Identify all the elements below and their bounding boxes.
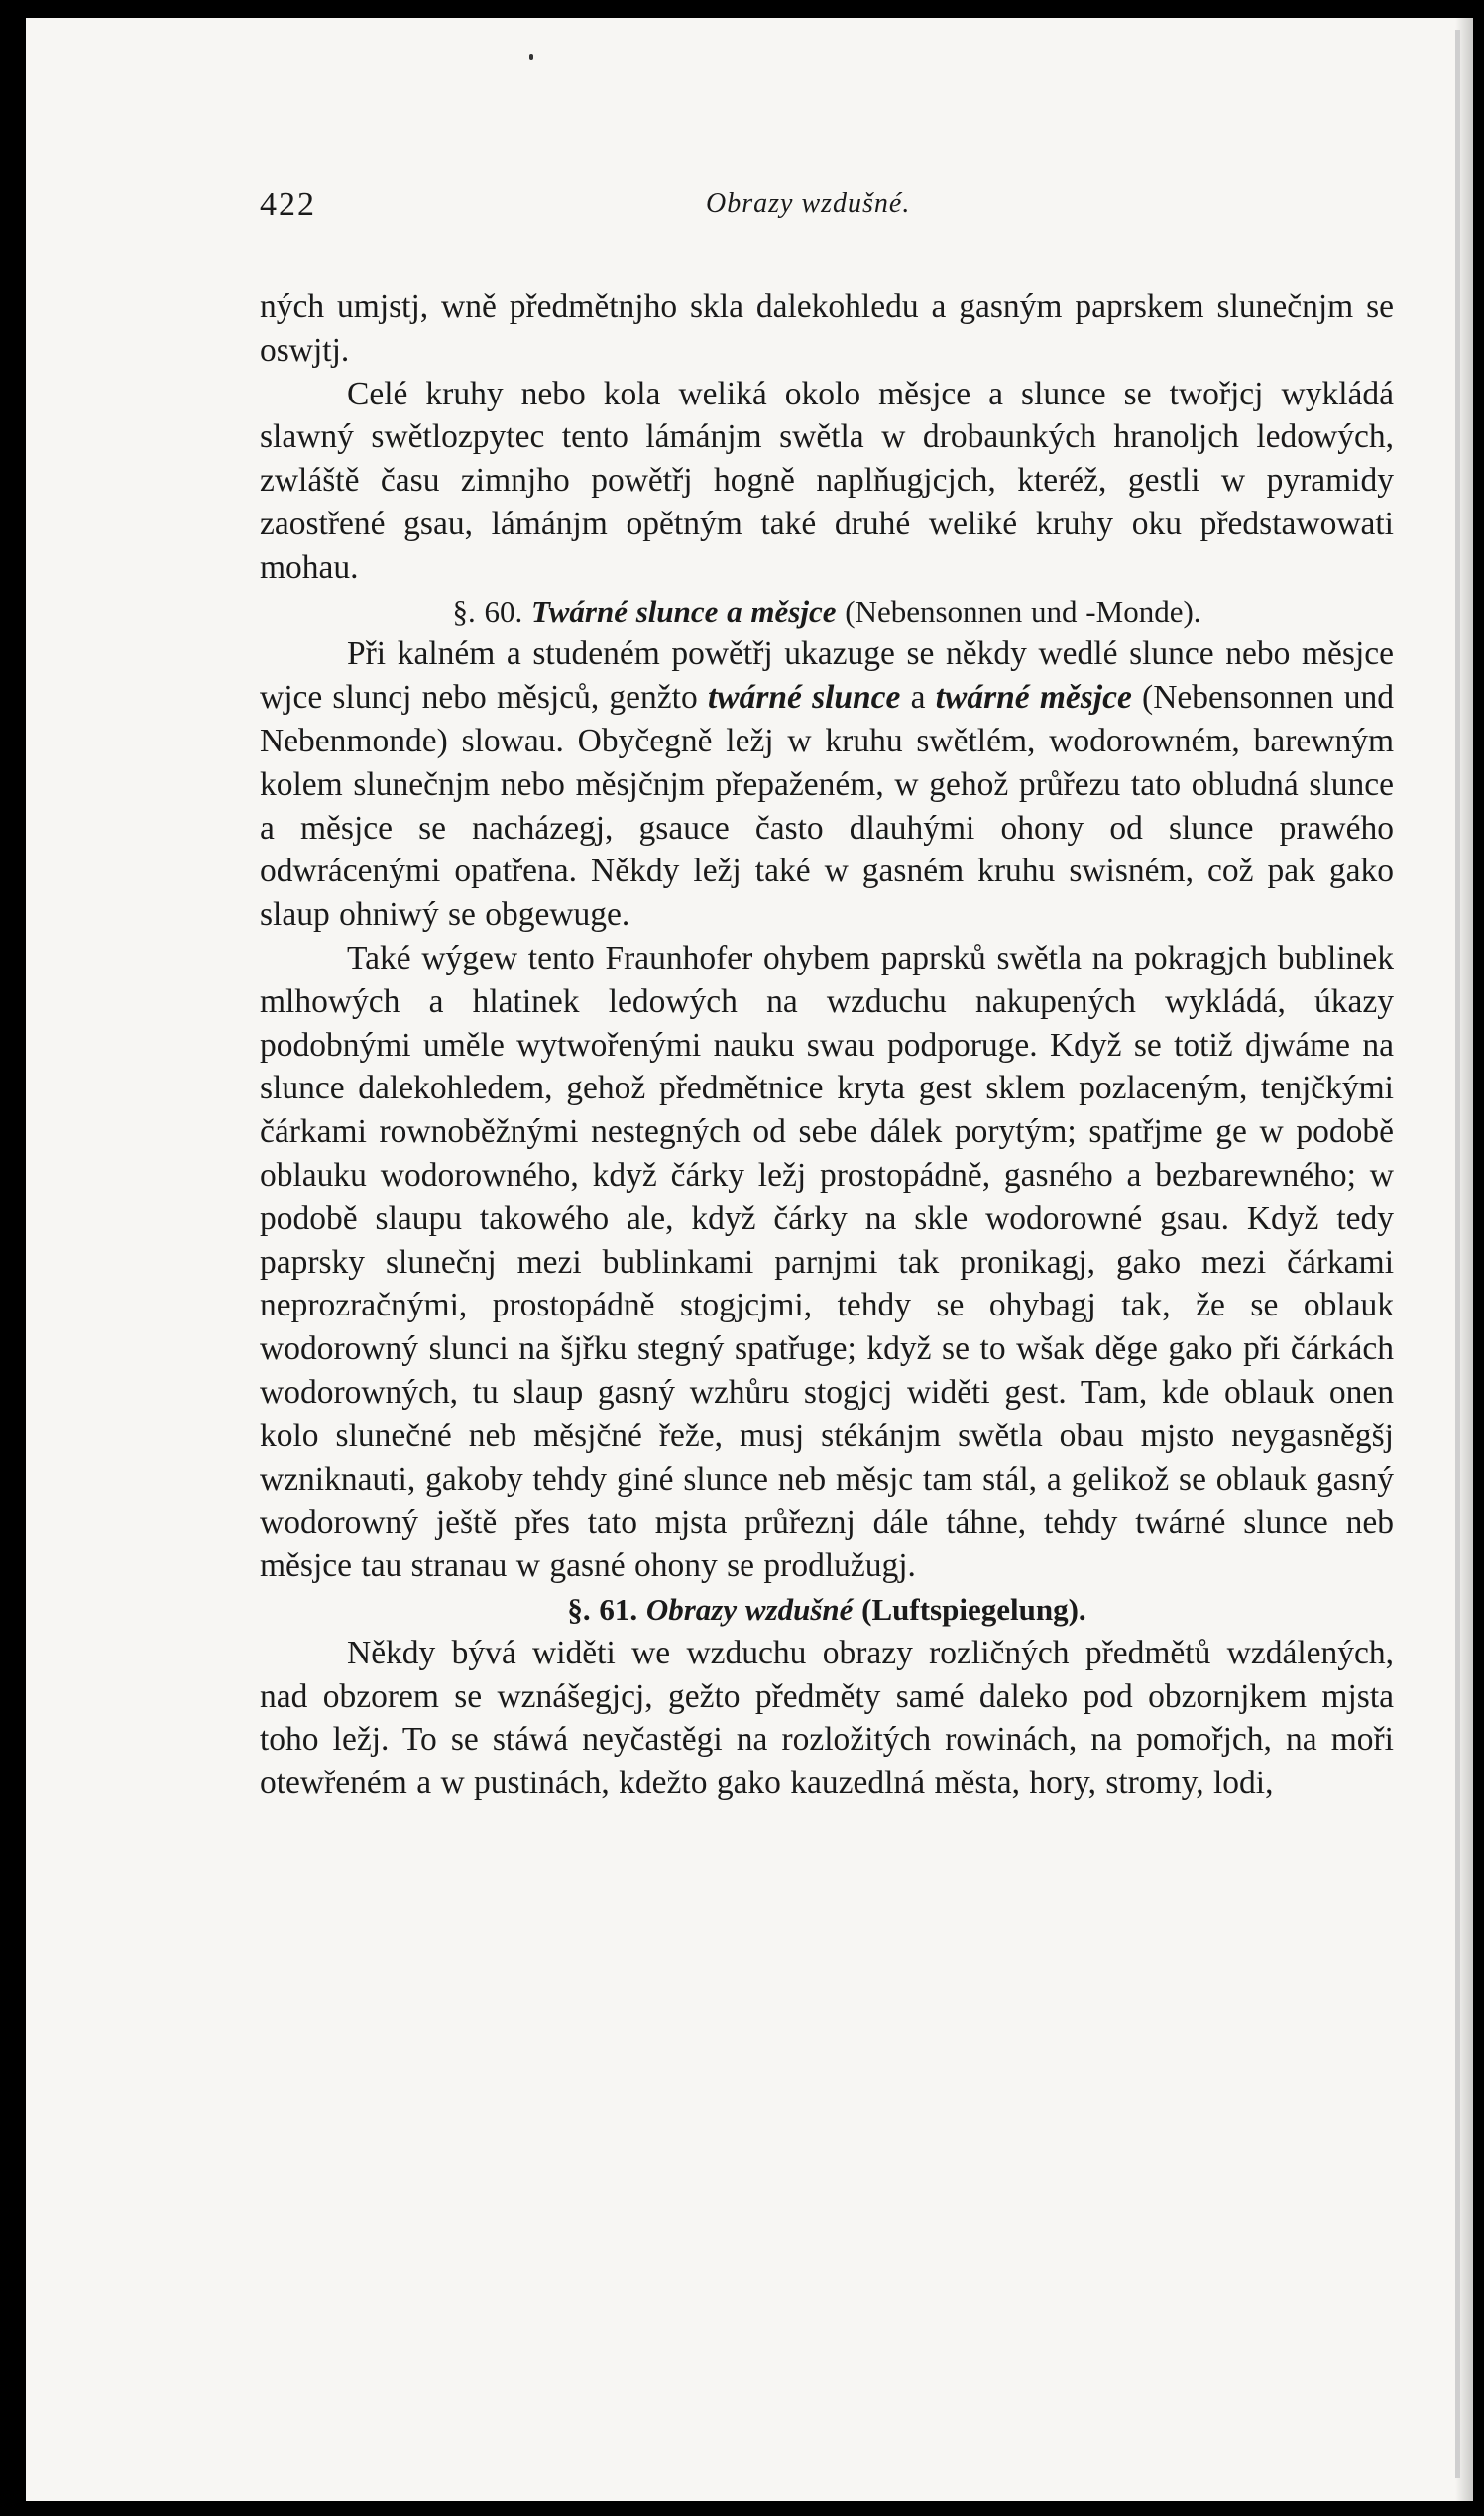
text-block	[260, 167, 1394, 1805]
section-german-60: (Nebensonnen und -Monde).	[845, 593, 1201, 629]
page-number: 422	[260, 186, 316, 223]
section-number-61: §. 61.	[567, 1591, 638, 1627]
text-run: (Nebensonnen und Nebenmonde) slowau. Obyčegně ležj w kruhu swětlém, wodorowném, barewným kolem slunečnjm nebo měsjčnjm přepaženém, w gehož průřezu tato obludná slunce a měsjce se nacházegj, gsauce často dlauhými ohony od slunce prawého odwrácenými opatřena. Někdy ležj také w gasném kruhu swisném, což pak gako slaup ohniwý se obgewuge.	[260, 679, 1394, 934]
book-page	[26, 18, 1473, 2501]
text-run: a	[900, 679, 936, 717]
emphasis-twarne-slunce: twárné slunce	[707, 679, 901, 717]
section-heading-61	[260, 1588, 1394, 1632]
page-edge-line	[1455, 30, 1460, 2478]
section-title-61: Obrazy wzdušné	[645, 1591, 854, 1627]
section-heading-60	[260, 590, 1394, 633]
text-run: Při kalném a studeném powětřj ukazuge se někdy wedlé slunce nebo měsjce wjce sluncj nebo měsjců, genžto	[260, 635, 1394, 717]
ink-speck	[529, 54, 533, 60]
section-german-61: (Luftspiegelung).	[861, 1591, 1086, 1627]
paragraph-fraunhofer: Také wýgew tento Fraunhofer ohybem paprsků swětla na pokragjch bublinek mlhowých a hlatinek ledowých na wzduchu nakupených wykládá, úkazy podobnými uměle wytwořenými nauku swau podporuge. Když se totiž djwáme na slunce dalekohledem, gehož předmětnice kryta gest sklem pozlaceným, tenjčkými čárkami rownoběžnými nestegných od sebe dálek porytým; spatřjme ge w podobě oblauku wodorowného, když čárky ležj prostopádně, gasného a bezbarewného; w podobě slaupu takowého ale, když čárky na skle wodorowné gsau. Když tedy paprsky slunečnj mezi bublinkami parnjmi tak pronikagj, gako mezi čárkami neprozračnými, prostopádně stogjcjmi, tehdy se ohybagj tak, že se oblauk wodorowný slunci na šjřku stegný spatřuge; když se to wšak děge gako při čárkách wodorowných, tu slaup gasný wzhůru stogjcj widěti gest. Tam, kde oblauk onen kolo slunečné neb měsjčné řeže, musj stékánjm swětla obau mjsto neygasněgšj wzniknauti, gakoby tehdy giné slunce neb měsjc tam stál, a gelikož se oblauk gasný wodorowný ještě přes tato mjsta průřeznj dále táhne, tehdy twárné slunce neb měsjce tau stranau w gasné ohony se prodlužugj.	[260, 939, 1394, 1585]
body-text	[260, 286, 1394, 1805]
section-title-60: Twárné slunce a měsjce	[530, 593, 837, 629]
section-number-60: §. 60.	[452, 593, 523, 629]
paragraph-halos: Celé kruhy nebo kola weliká okolo měsjce a slunce se twořjcj wykládá slawný swětlozpytec tento lámánjm swětla w drobaunkých hranoljch ledowých, zwláště času zimnjho powětřj hogně naplňugjcjch, kteréž, gestli w pyramidy zaostřené gsau, lámánjm opětným také druhé weliké kruhy oku předstawowati mohau.	[260, 375, 1394, 586]
paragraph-mirage: Někdy bývá widěti we wzduchu obrazy rozličných předmětů wzdálených, nad obzorem se wznášegjcj, gežto předměty samé daleko pod obzornjkem mjsta toho ležj. To se stáwá neyčastěgi na rozložitých rowinách, na pomořjch, na moři otewřeném a w pustinách, kdežto gako kauzedlná města, hory, stromy, lodi,	[260, 1634, 1394, 1802]
emphasis-twarne-mesjce: twárné měsjce	[935, 679, 1132, 717]
page-header	[260, 167, 1394, 226]
paragraph-parhelia	[260, 632, 1394, 937]
running-title: Obrazy wzdušné.	[706, 188, 911, 219]
paragraph-continuation: ných umjstj, wně předmětnjho skla dalekohledu a gasným paprskem slunečnjm se oswjtj.	[260, 288, 1394, 369]
